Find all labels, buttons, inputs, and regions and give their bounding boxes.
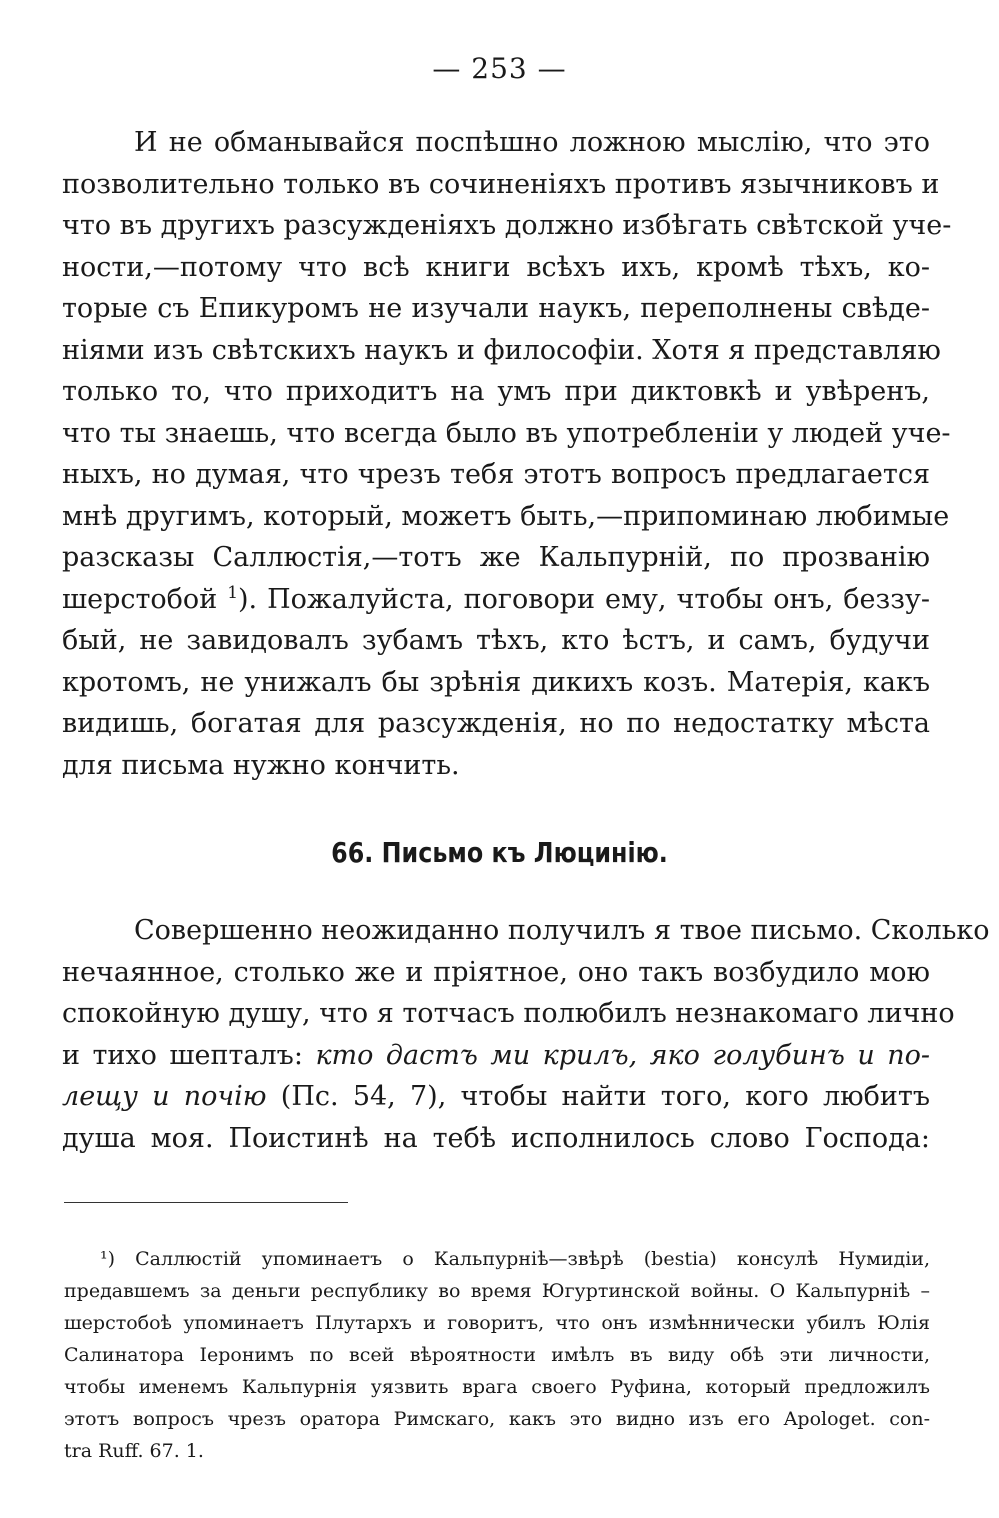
scripture-quote: лещу и почію	[62, 1081, 267, 1112]
page-number: — 253 —	[432, 52, 567, 85]
footnote-line: tra Ruff. 67. 1.	[64, 1440, 204, 1462]
text-line: ныхъ, но думая, что чрезъ тебя этотъ вопросъ предлагается	[62, 459, 930, 490]
text-line: видишь, богатая для разсужденія, но по недостатку мѣста	[62, 708, 930, 739]
footnote-line: чтобы именемъ Кальпурнія уязвить врага своего Руфина, который предложилъ	[64, 1376, 930, 1398]
text-fragment: (Пс. 54, 7), чтобы найти того, кого любитъ	[266, 1081, 930, 1112]
footnote-line: шерстобоѣ упоминаетъ Плутархъ и говоритъ, что онъ измѣннически убилъ Юлія	[64, 1312, 930, 1334]
footnote-marker[interactable]: 1	[227, 582, 239, 603]
text-line: торые съ Епикуромъ не изучали наукъ, переполнены свѣде-	[62, 293, 930, 324]
text-line: нечаянное, столько же и пріятное, оно такъ возбудило мою	[62, 956, 930, 988]
footnote-line: этотъ вопросъ чрезъ оратора Римскаго, какъ это видно изъ его Apologet. con-	[64, 1408, 930, 1430]
footnote-line: ¹) Саллюстій упоминаетъ о Кальпурніѣ—звѣрѣ (bestia) консулѣ Нумидіи,	[100, 1248, 930, 1270]
text-line: позволительно только въ сочиненіяхъ противъ язычниковъ и	[62, 168, 940, 200]
text-line: И не обманывайся поспѣшно ложною мыслію, что это	[134, 127, 930, 158]
text-fragment: и тихо шепталъ:	[62, 1039, 316, 1071]
text-line: бый, не завидовалъ зубамъ тѣхъ, кто ѣстъ, и самъ, будучи	[62, 625, 930, 656]
footnote-line: предавшемъ за деньги республику во время Югуртинской войны. О Кальпурніѣ –	[64, 1280, 930, 1302]
text-line: только то, что приходитъ на умъ при диктовкѣ и увѣренъ,	[62, 376, 930, 407]
text-line: ности,—потому что всѣ книги всѣхъ ихъ, кромѣ тѣхъ, ко-	[62, 251, 930, 283]
text-line-with-quote	[62, 1035, 930, 1077]
footnotes	[64, 1243, 930, 1467]
text-fragment: ). Пожалуйста, поговори ему, чтобы онъ, беззу-	[238, 583, 930, 615]
text-line: ніями изъ свѣтскихъ наукъ и философіи. Хотя я представляю	[62, 334, 941, 366]
text-line: душа моя. Поистинѣ на тебѣ исполнилось слово Господа:	[62, 1122, 930, 1154]
text-fragment: шерстобой	[62, 583, 228, 615]
text-line: что ты знаешь, что всегда было въ употребленіи у людей уче-	[62, 417, 951, 449]
text-line: для письма нужно кончить.	[62, 749, 460, 781]
footnote-line: Салинатора Іеронимъ по всей вѣроятности имѣлъ въ виду обѣ эти личности,	[64, 1344, 930, 1366]
footnote-divider	[64, 1202, 348, 1203]
text-line: разсказы Саллюстія,—тотъ же Кальпурній, по прозванію	[62, 542, 930, 573]
paragraph-2	[62, 910, 990, 1159]
paragraph-1	[62, 122, 952, 786]
text-line: Совершенно неожиданно получилъ я твое письмо. Сколько	[134, 915, 990, 946]
text-line-with-footnote-ref	[62, 579, 930, 621]
section-heading: 66. Письмо къ Люцинію.	[331, 836, 668, 869]
scripture-quote: кто дастъ ми крилъ, яко голубинъ и по-	[315, 1039, 930, 1071]
text-line-with-quote	[62, 1076, 930, 1118]
text-line: что въ другихъ разсужденіяхъ должно избѣгать свѣтской уче-	[62, 210, 952, 241]
text-line: спокойную душу, что я тотчасъ полюбилъ незнакомаго лично	[62, 998, 955, 1029]
text-line: кротомъ, не унижалъ бы зрѣнія дикихъ козъ. Матерія, какъ	[62, 666, 930, 698]
text-line: мнѣ другимъ, который, можетъ быть,—припоминаю любимые	[62, 500, 950, 532]
